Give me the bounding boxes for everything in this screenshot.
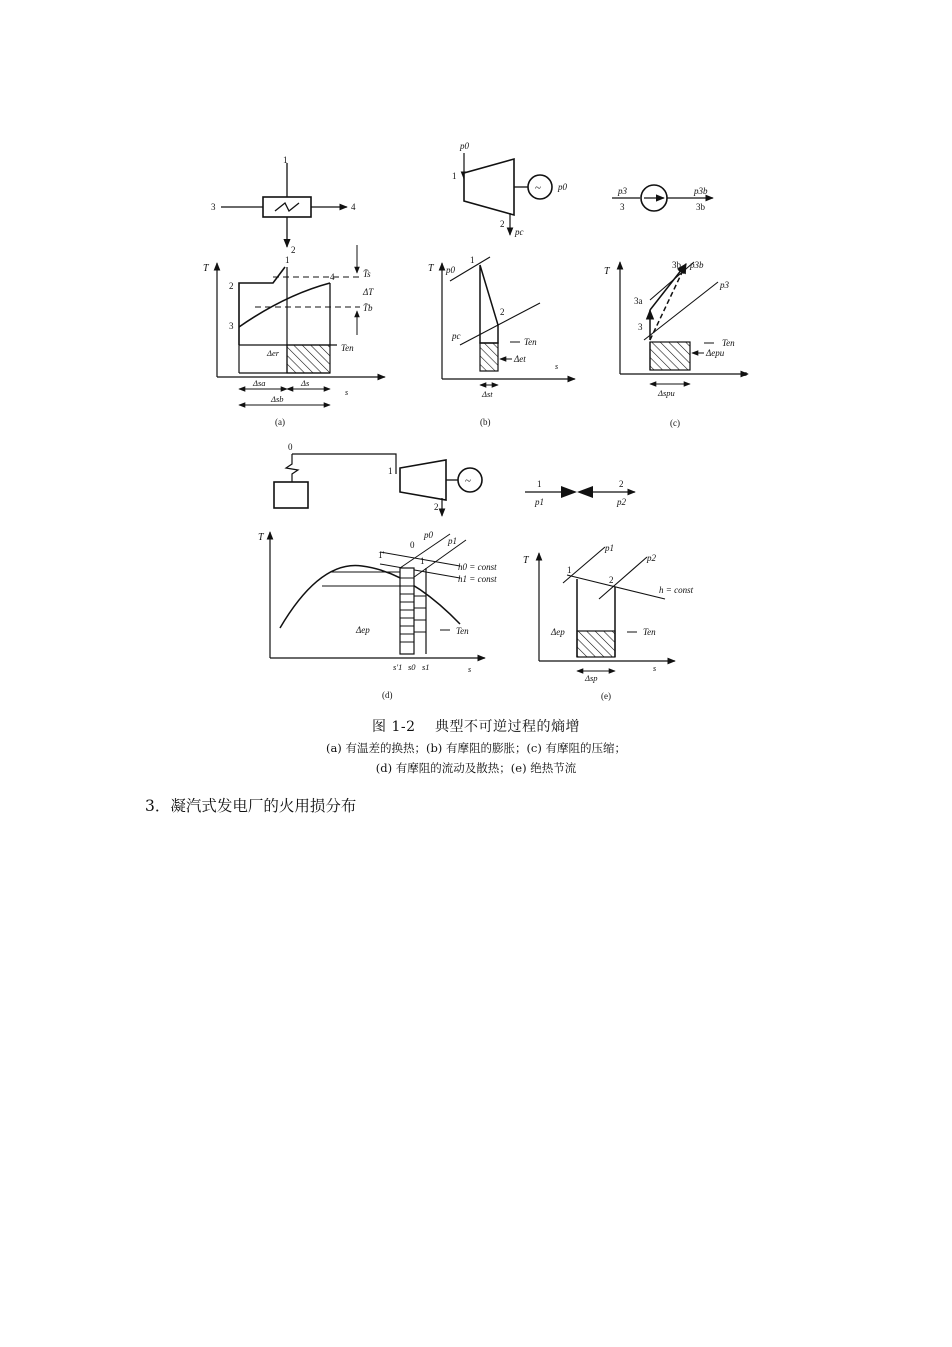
diagram-e [515,475,715,705]
axis-label-t: T [258,532,264,543]
label-p2: p2 [617,497,626,507]
label-delta-et: Δet [514,354,526,364]
entropy-loss-area [480,343,498,371]
label-delta-epu: Δepu [706,348,725,358]
hatched-strip [400,568,414,654]
point-label: 3 [229,321,234,331]
label-p3: p3 [618,186,627,196]
label-s1: s1 [422,662,430,672]
point-label: 2 [609,575,614,585]
node-label: 4 [351,202,356,212]
diagram-a [195,145,395,435]
axis-label-s: s [468,665,472,674]
label-p3b: p3b [690,260,704,270]
axis-label-t: T [203,263,209,274]
node-label: 3b [696,202,705,212]
generator-icon: ~ [535,182,541,194]
label-ten: Ten [643,627,656,637]
panel-e [515,475,715,705]
ts-diagram-c [604,260,748,428]
label-tb: T̄b [363,303,373,313]
diagram-b [420,135,580,435]
diagram-c [598,170,758,435]
node-label: 0 [288,442,293,452]
label-ten: Ten [524,337,537,347]
ts-diagram-e [523,543,694,701]
point-label: 2 [229,281,234,291]
point-label: 1 [470,255,475,265]
node-label: 1 [388,466,393,476]
point-label: 3b [672,260,681,270]
label-p0: p0 [460,141,469,151]
point-label: 1 [567,565,572,575]
label-ten: Ten [722,338,735,348]
node-label: 2 [291,245,296,255]
point-label: 4 [330,272,335,282]
section-heading: 3．凝汽式发电厂的火用损分布 [145,797,357,815]
point-label: 2 [500,307,505,317]
axis-label-t: T [604,266,610,277]
label-delta-sp: Δsp [585,673,598,683]
point-label: 0 [410,540,415,550]
label-s1p: s′1 [393,662,403,672]
label-delta-sb: Δsb [271,394,284,404]
label-p3b: p3b [694,186,708,196]
figure-title: 图 1-2 典型不可逆过程的熵增 [372,719,580,735]
axis-label-s: s [653,664,657,673]
cold-stream-curve [239,283,330,327]
valve-right [577,486,593,498]
label-p2: p2 [647,553,656,563]
label-p1: p1 [448,536,457,546]
panel-caption: (d) [382,690,393,700]
entropy-loss-area [577,631,615,657]
point-label: 3a [634,296,643,306]
node-label: 3 [620,202,625,212]
label-delta-sa: Δsa [253,378,266,388]
turbine-body [400,460,446,500]
axis-label-s: s [345,388,349,397]
label-p0: p0 [558,182,567,192]
boiler-turbine-schematic [274,442,482,516]
label-p3: p3 [720,280,729,290]
ts-diagram-d [258,530,497,700]
saturation-dome [280,566,460,628]
panel-caption: (a) [275,417,285,427]
heat-exchanger-schematic [211,155,356,255]
ts-diagram-a [203,245,385,427]
label-p1: p1 [605,543,614,553]
point-label: 1′ [378,550,385,560]
axis-label-t: T [523,555,529,566]
boiler-box [274,482,308,508]
entropy-loss-area [287,345,330,373]
node-label: 1 [537,479,542,489]
axis-label-s: s [555,362,559,371]
panel-c [598,170,758,435]
figure-caption-line2: (d) 有摩阻的流动及散热；(e) 绝热节流 [375,761,577,775]
point-label: 3 [638,322,643,332]
panel-caption: (c) [670,418,680,428]
label-ten: Ten [456,626,469,636]
panel-caption: (b) [480,417,491,427]
label-ts: T̄s [363,269,371,279]
figure-caption-line1: (a) 有温差的换热；(b) 有摩阻的膨胀；(c) 有摩阻的压缩； [325,741,627,755]
node-label: 2 [434,502,439,512]
point-label: 1 [420,556,425,566]
axis-label-t: T [428,263,434,274]
label-delta-ep: Δep [356,625,370,635]
entropy-loss-area [650,342,690,370]
label-p0: p0 [446,265,455,275]
node-label: 1 [283,155,288,165]
node-label: 2 [619,479,624,489]
panel-caption: (e) [601,691,611,701]
label-h0: h0 = const [458,562,497,572]
node-label: 1 [452,171,457,181]
ts-diagram-b [428,255,575,427]
node-label: 2 [500,219,505,229]
panel-b [420,135,580,435]
turbine-body [464,159,514,215]
hot-stream-line [239,267,285,345]
node-label: 3 [211,202,216,212]
label-h: h = const [659,585,694,595]
label-delta-t: ΔT [363,287,374,297]
panel-a [195,145,395,435]
throttle-schematic [525,479,635,507]
label-p0: p0 [424,530,433,540]
diagram-d [250,440,510,705]
axis-label-s: s [744,369,748,378]
label-delta-ep: Δep [551,627,565,637]
label-delta-er: Δer [267,348,280,358]
compressor-schematic [612,185,713,212]
panel-d [250,440,510,705]
label-delta-s: Δs [301,378,310,388]
label-pc: pc [452,331,461,341]
label-delta-spu: Δspu [658,388,675,398]
point-label: 1 [285,255,290,265]
label-ten: Ten [341,343,354,353]
label-s0: s0 [408,662,416,672]
turbine-schematic [452,141,568,237]
generator-icon: ~ [465,475,471,487]
label-p1: p1 [535,497,544,507]
valve-left [561,486,577,498]
label-delta-st: Δst [482,389,493,399]
label-h1: h1 = const [458,574,497,584]
label-pc: pc [515,227,524,237]
